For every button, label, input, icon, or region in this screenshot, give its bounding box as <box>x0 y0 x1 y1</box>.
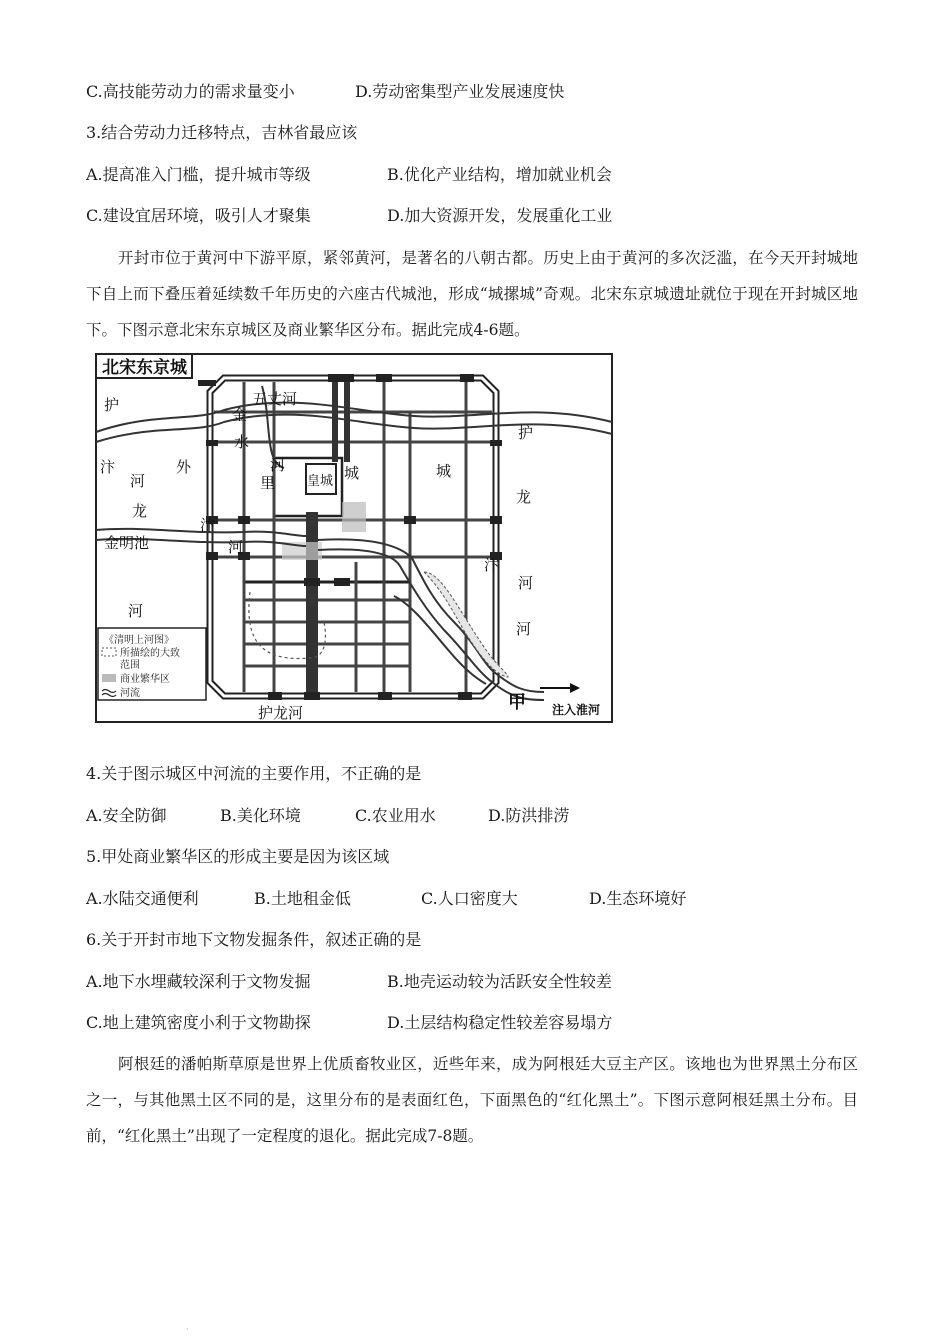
map-title: 北宋东京城 <box>102 358 187 378</box>
label-zhuru-huaihe: 注入淮河 <box>552 703 601 717</box>
q6-option-d: D.土层结构稳定性较差容易塌方 <box>387 1013 613 1032</box>
label-he-right: 河 <box>518 574 534 592</box>
label-hu-left: 护 <box>104 396 120 414</box>
label-hu-right: 护 <box>518 424 534 442</box>
label-he-top: 河 <box>270 456 286 474</box>
label-he-left2: 河 <box>128 602 144 620</box>
q3-stem: 3.结合劳动力迁移特点，吉林省最应该 <box>86 123 358 142</box>
label-long-left: 龙 <box>132 502 148 520</box>
q5-stem: 5.甲处商业繁华区的形成主要是因为该区域 <box>86 847 390 866</box>
label-shui: 水 <box>234 433 250 451</box>
label-wuzhang-river: 五丈河 <box>252 390 298 408</box>
label-he-right2: 河 <box>516 620 532 638</box>
label-jinmingchi: 金明池 <box>104 534 150 552</box>
legend-item3: 河流 <box>120 688 140 699</box>
legend-item1c: 范围 <box>120 660 140 671</box>
q5-option-a: A.水陆交通便利 <box>86 889 199 908</box>
q4-option-c: C.农业用水 <box>355 806 436 825</box>
q3-option-d: D.加大资源开发，发展重化工业 <box>387 206 613 225</box>
label-cheng-right: 城 <box>436 462 452 480</box>
label-huangcheng: 皇城 <box>307 474 334 489</box>
label-he-mid: 河 <box>228 538 244 556</box>
legend-item2: 商业繁华区 <box>120 674 170 685</box>
label-jia: 甲 <box>508 692 526 713</box>
legend-item1: 《清明上河图》 <box>104 635 174 646</box>
label-jin: 金 <box>232 406 248 424</box>
label-wai: 外 <box>176 458 192 476</box>
label-bian-left: 汴 <box>100 458 116 476</box>
label-li: 里 <box>260 474 276 492</box>
q2-option-c: C.高技能劳动力的需求量变小 <box>86 82 295 101</box>
q4-option-a: A.安全防御 <box>86 806 167 825</box>
label-cheng-inner: 城 <box>344 464 360 482</box>
label-he-left: 河 <box>130 472 146 490</box>
legend-item1b: 所描绘的大致 <box>120 648 180 659</box>
q5-option-b: B.土地租金低 <box>254 889 351 908</box>
label-bian-mid: 汴 <box>200 516 216 534</box>
q2-option-d: D.劳动密集型产业发展速度快 <box>355 82 565 101</box>
label-hulonghe: 护龙河 <box>258 704 304 722</box>
q6-option-b: B.地壳运动较为活跃安全性较差 <box>387 972 612 991</box>
q6-option-a: A.地下水埋藏较深利于文物发掘 <box>86 972 311 991</box>
q3-option-c: C.建设宜居环境，吸引人才聚集 <box>86 206 311 225</box>
q3-option-a: A.提高准入门槛，提升城市等级 <box>86 165 311 184</box>
passage-pampas: 阿根廷的潘帕斯草原是世界上优质畜牧业区，近些年来，成为阿根廷大豆主产区。该地也为世界黑土分布区之一，与其他黑土区不同的是，这里分布的是表面红色，下面黑色的“红化黑土”。下图示意阿根廷黑土分布。目前，“红化黑土”出现了一定程度的退化。据此完成7-8题。 <box>86 1055 858 1145</box>
q4-option-d: D.防洪排涝 <box>488 806 570 825</box>
footer-mark: · <box>186 1325 189 1334</box>
business-district-shade-1 <box>342 502 366 532</box>
q6-stem: 6.关于开封市地下文物发掘条件，叙述正确的是 <box>86 930 422 949</box>
q5-option-d: D.生态环境好 <box>589 889 687 908</box>
q6-option-c: C.地上建筑密度小利于文物勘探 <box>86 1013 311 1032</box>
label-bian-right: 汴 <box>484 556 500 574</box>
label-long-right: 龙 <box>516 488 532 506</box>
q4-option-b: B.美化环境 <box>220 806 301 825</box>
imperial-avenue <box>306 512 318 696</box>
q5-option-c: C.人口密度大 <box>421 889 518 908</box>
q3-option-b: B.优化产业结构，增加就业机会 <box>387 165 612 184</box>
map-bei-song-dongjing <box>94 352 614 724</box>
q4-stem: 4.关于图示城区中河流的主要作用，不正确的是 <box>86 764 422 783</box>
passage-kaifeng: 开封市位于黄河中下游平原，紧邻黄河，是著名的八朝古都。历史上由于黄河的多次泛滥，在今天开封城地下自上而下叠压着延续数千年历史的六座古代城池，形成“城摞城”奇观。北宋东京城遗址就位于现在开封城区地下。下图示意北宋东京城区及商业繁华区分布。据此完成4-6题。 <box>86 249 858 339</box>
